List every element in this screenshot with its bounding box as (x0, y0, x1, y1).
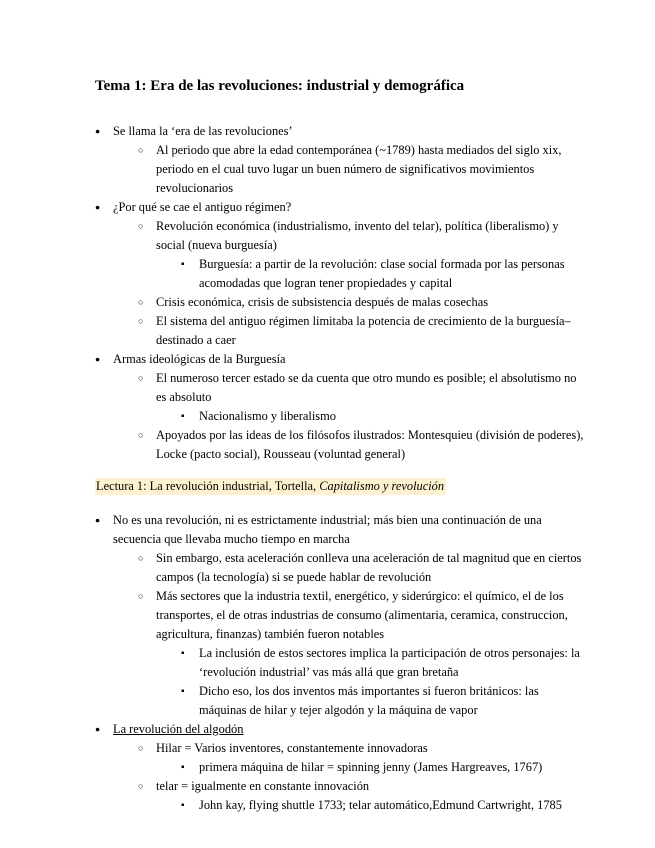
document-title: Tema 1: Era de las revoluciones: industrial y demográfica (95, 78, 465, 94)
list-item (95, 587, 585, 644)
list-item-text: Crisis económica, crisis de subsistencia después de malas cosechas (156, 295, 489, 309)
list-item (95, 198, 585, 217)
list-item-text: Sin embargo, esta aceleración conlleva una aceleración de tal magnitud que en ciertos campos (la tecnología) si se puede hablar de revolución (156, 551, 582, 584)
list-item (95, 350, 585, 369)
outline-list-2 (95, 511, 585, 815)
outline-list-1 (95, 122, 585, 464)
bullet-circle-icon: ○ (138, 316, 144, 326)
list-item-text: Al periodo que abre la edad contemporánea (~1789) hasta mediados del siglo xix, periodo en el cual tuvo lugar un buen número de significativos movimientos revolucionarios (156, 143, 562, 195)
bullet-disc-icon: ● (95, 126, 101, 136)
list-item (95, 549, 585, 587)
bullet-circle-icon: ○ (138, 781, 144, 791)
bullet-circle-icon: ○ (138, 553, 144, 563)
bullet-circle-icon: ○ (138, 221, 144, 231)
reading-heading (95, 477, 585, 496)
list-item (95, 255, 585, 293)
bullet-circle-icon: ○ (138, 373, 144, 383)
bullet-circle-icon: ○ (138, 297, 144, 307)
list-item-text: No es una revolución, ni es estrictamente industrial; más bien una continuación de una secuencia que llevaba mucho tiempo en marcha (113, 513, 542, 546)
book-title-italic: Capitalismo y revolución (319, 479, 445, 493)
list-item (95, 122, 585, 141)
list-item (95, 407, 585, 426)
list-item (95, 511, 585, 549)
list-item-text: Más sectores que la industria textil, energético, y siderúrgico: el químico, el de los transportes, el de otras industrias de consumo (alimentaria, ceramica, construccion, agricultura, finanzas) también fueron notables (156, 589, 568, 641)
reading-heading-text: Lectura 1: La revolución industrial, Tortella, (96, 479, 320, 493)
bullet-circle-icon: ○ (138, 743, 144, 753)
bullet-square-icon: ▪ (181, 686, 185, 697)
bullet-circle-icon: ○ (138, 430, 144, 440)
bullet-disc-icon: ● (95, 354, 101, 364)
bullet-square-icon: ▪ (181, 411, 185, 422)
list-item-text: El numeroso tercer estado se da cuenta que otro mundo es posible; el absolutismo no es absoluto (156, 371, 577, 404)
bullet-circle-icon: ○ (138, 145, 144, 155)
list-item-text-underlined: La revolución del algodón (113, 722, 244, 736)
list-item (95, 312, 585, 350)
bullet-square-icon: ▪ (181, 259, 185, 270)
bullet-disc-icon: ● (95, 515, 101, 525)
list-item-text: Revolución económica (industrialismo, invento del telar), política (liberalismo) y social (nueva burguesía) (156, 219, 559, 252)
list-item-text: Se llama la ‘era de las revoluciones’ (113, 124, 293, 138)
bullet-square-icon: ▪ (181, 800, 185, 811)
list-item (95, 758, 585, 777)
list-item-text: John kay, flying shuttle 1733; telar automático,Edmund Cartwright, 1785 (199, 798, 562, 812)
bullet-circle-icon: ○ (138, 591, 144, 601)
list-item-text: El sistema del antiguo régimen limitaba la potencia de crecimiento de la burguesía– destinado a caer (156, 314, 571, 347)
list-item-text: primera máquina de hilar = spinning jenny (James Hargreaves, 1767) (199, 760, 543, 774)
list-item-text: ¿Por qué se cae el antiguo régimen? (113, 200, 292, 214)
list-item (95, 141, 585, 198)
bullet-square-icon: ▪ (181, 762, 185, 773)
list-item-text: Nacionalismo y liberalismo (199, 409, 336, 423)
list-item-text: telar = igualmente en constante innovación (156, 779, 370, 793)
highlight (95, 478, 446, 495)
list-item (95, 293, 585, 312)
list-item-text: Burguesía: a partir de la revolución: clase social formada por las personas acomodadas que logran tener propiedades y capital (199, 257, 565, 290)
list-item-text: La inclusión de estos sectores implica la participación de otros personajes: la ‘revolución industrial’ vas más allá que gran bretaña (199, 646, 580, 679)
list-item (95, 777, 585, 796)
list-item (95, 217, 585, 255)
list-item (95, 644, 585, 682)
list-item-text: Apoyados por las ideas de los filósofos ilustrados: Montesquieu (división de poderes), Locke (pacto social), Rousseau (voluntad general) (156, 428, 584, 461)
bullet-disc-icon: ● (95, 202, 101, 212)
list-item-text: Armas ideológicas de la Burguesía (113, 352, 286, 366)
list-item (95, 720, 585, 739)
list-item (95, 426, 585, 464)
list-item (95, 682, 585, 720)
list-item (95, 369, 585, 407)
list-item (95, 796, 585, 815)
list-item (95, 739, 585, 758)
list-item-text: Dicho eso, los dos inventos más importantes si fueron británicos: las máquinas de hilar y tejer algodón y la máquina de vapor (199, 684, 539, 717)
bullet-disc-icon: ● (95, 724, 101, 734)
list-item-text: Hilar = Varios inventores, constantemente innovadoras (156, 741, 428, 755)
bullet-square-icon: ▪ (181, 648, 185, 659)
